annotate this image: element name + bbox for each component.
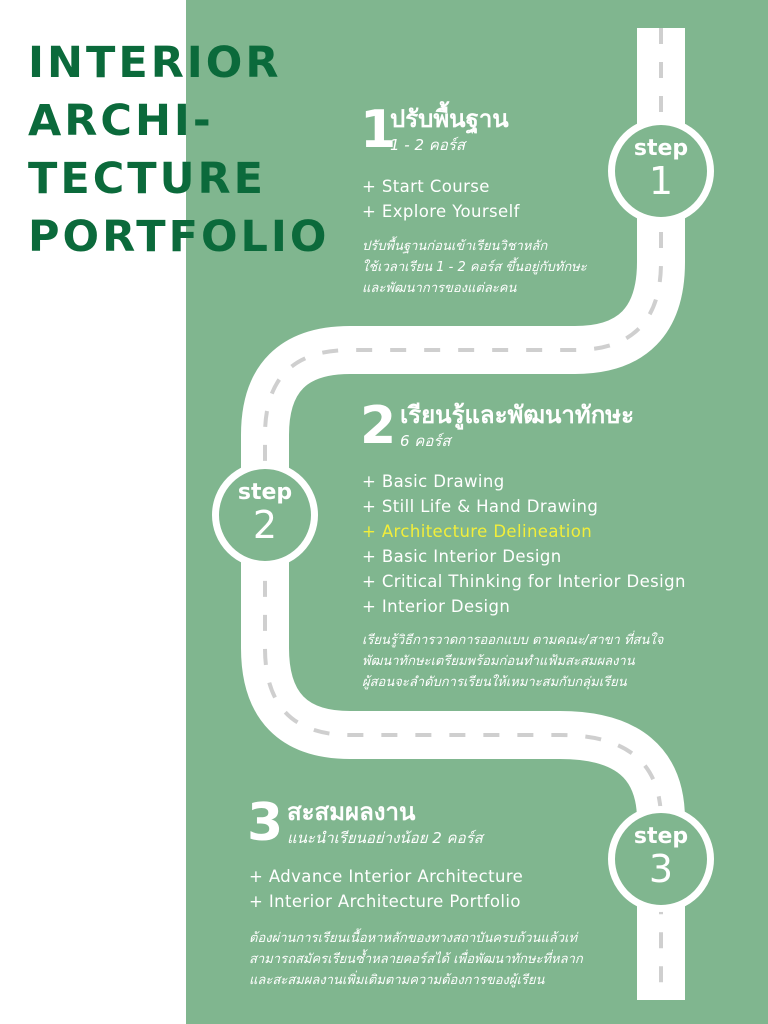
step-subtitle: แนะนำเรียนอย่างน้อย 2 คอร์ส <box>287 829 483 847</box>
badge-step-number: 3 <box>648 847 674 891</box>
list-item: + Critical Thinking for Interior Design <box>362 572 686 591</box>
list-item: + Advance Interior Architecture <box>249 867 524 886</box>
list-item: + Start Course <box>362 177 490 196</box>
step-number: 1 <box>360 100 397 160</box>
step-description <box>249 928 659 991</box>
badge-step-word: step <box>633 824 689 849</box>
step-3-badge <box>608 806 714 912</box>
course-list <box>362 469 686 619</box>
list-item-highlighted: + Architecture Delineation <box>362 522 593 541</box>
step-subtitle: 6 คอร์ส <box>400 432 451 450</box>
description-line: สามารถสมัครเรียนซ้ำหลายคอร์สได้ เพื่อพัฒนาทักษะที่หลาก <box>249 952 583 967</box>
page-title: INTERIOR ARCHI- TECTURE PORTFOLIO <box>28 38 330 262</box>
step-number: 3 <box>247 793 284 853</box>
badge-step-word: step <box>237 480 293 505</box>
list-item: + Explore Yourself <box>362 202 520 221</box>
list-item: + Basic Drawing <box>362 472 505 491</box>
step-heading: สะสมผลงาน <box>287 798 416 826</box>
description-line: ปรับพื้นฐานก่อนเข้าเรียนวิชาหลัก <box>362 239 548 254</box>
badge-step-number: 2 <box>252 503 278 547</box>
description-line: ต้องผ่านการเรียนเนื้อหาหลักของทางสถาบันครบถ้วนแล้วเท่ <box>249 931 578 946</box>
list-item: + Still Life & Hand Drawing <box>362 497 599 516</box>
description-line: เรียนรู้วิธีการวาดการออกแบบ ตามคณะ/สาขา ที่สนใจ <box>362 633 664 648</box>
description-line: พัฒนาทักษะเตรียมพร้อมก่อนทำแฟ้มสะสมผลงาน <box>362 654 635 669</box>
description-line: ผู้สอนจะลำดับการเรียนให้เหมาะสมกับกลุ่มเรียน <box>362 675 627 690</box>
step-description <box>362 630 663 693</box>
badge-step-word: step <box>633 136 689 161</box>
description-line: ใช้เวลาเรียน 1 - 2 คอร์ส ขึ้นอยู่กับทักษะ <box>362 260 587 275</box>
step-number: 2 <box>360 396 397 456</box>
description-line: และพัฒนาการของแต่ละคน <box>362 281 517 296</box>
list-item: + Interior Design <box>362 597 511 616</box>
step-heading: ปรับพื้นฐาน <box>390 105 509 133</box>
description-line: และสะสมผลงานเพิ่มเติมตามความต้องการของผู้เรียน <box>249 973 545 988</box>
badge-step-number: 1 <box>648 159 674 203</box>
step-2-badge <box>212 462 318 568</box>
step-description <box>362 236 587 299</box>
step-heading: เรียนรู้และพัฒนาทักษะ <box>400 401 634 429</box>
list-item: + Interior Architecture Portfolio <box>249 892 521 911</box>
course-list <box>249 864 523 914</box>
list-item: + Basic Interior Design <box>362 547 562 566</box>
course-list <box>362 174 520 224</box>
step-1-badge <box>608 118 714 224</box>
step-subtitle: 1 - 2 คอร์ส <box>390 136 466 154</box>
